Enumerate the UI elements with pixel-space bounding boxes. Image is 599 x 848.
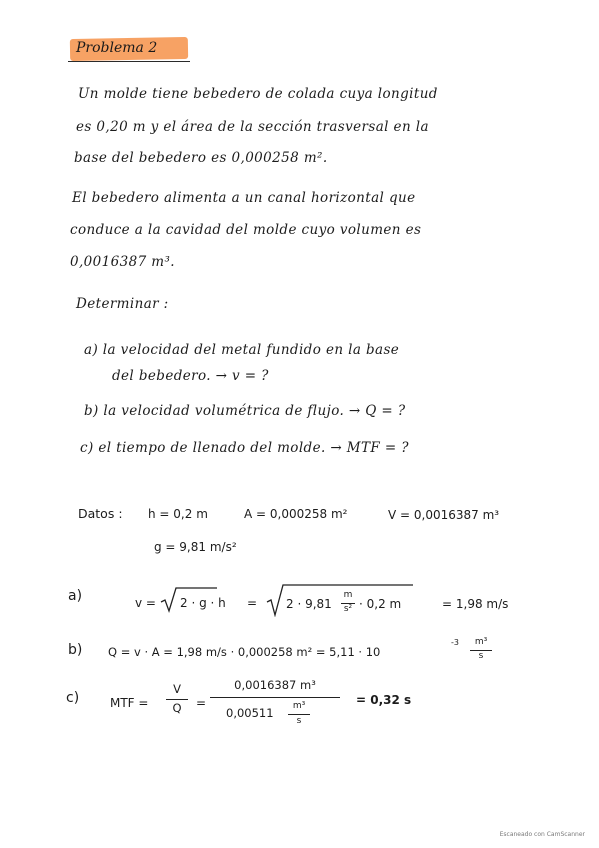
statement-line-6: 0,0016387 m³. bbox=[70, 254, 175, 270]
statement-line-5: conduce a la cavidad del molde cuyo volumen es bbox=[70, 222, 422, 238]
solution-a-label: a) bbox=[68, 588, 83, 604]
solution-a-tail: · 0,2 m bbox=[359, 597, 402, 611]
solution-c-big-den-unit-den: s bbox=[296, 716, 302, 726]
question-a-line-1: a) la velocidad del metal fundido en la base bbox=[84, 342, 400, 358]
question-a-line-2: del bebedero. → v = ? bbox=[112, 368, 269, 384]
datos-volume: V = 0,0016387 m³ bbox=[388, 508, 500, 522]
question-c: c) el tiempo de llenado del molde. → MTF = ? bbox=[80, 440, 409, 456]
datos-h: h = 0,2 m bbox=[148, 507, 208, 521]
solution-c-big-den: 0,00511 bbox=[226, 706, 274, 720]
statement-line-2: es 0,20 m y el área de la sección trasversal en la bbox=[76, 119, 429, 135]
solution-c-lhs: MTF = bbox=[110, 696, 149, 710]
datos-gravity: g = 9,81 m/s² bbox=[154, 540, 237, 554]
solution-a-result: = 1,98 m/s bbox=[442, 597, 509, 611]
solution-a-sqrt-inner: 2 · g · h bbox=[180, 596, 226, 610]
statement-line-4: El bebedero alimenta a un canal horizontal que bbox=[72, 190, 416, 206]
title-highlight-box bbox=[70, 38, 188, 60]
datos-area: A = 0,000258 m² bbox=[244, 507, 348, 521]
scanner-watermark: Escaneado con CamScanner bbox=[499, 831, 585, 838]
solution-c-big-bar bbox=[210, 697, 340, 698]
title-underline bbox=[68, 61, 190, 62]
solution-a-unit-den: s² bbox=[343, 604, 353, 614]
solution-c-big-num: 0,0016387 m³ bbox=[234, 678, 316, 692]
solution-b-exponent: -3 bbox=[451, 638, 459, 647]
solution-c-frac-num: V bbox=[173, 682, 181, 696]
solution-c-frac-den: Q bbox=[172, 701, 182, 715]
solution-a-unit-num: m bbox=[343, 590, 353, 600]
solution-a-lhs: v = bbox=[135, 596, 156, 610]
solution-b-label: b) bbox=[68, 642, 83, 658]
datos-label: Datos : bbox=[78, 506, 123, 521]
solution-b-unit-den: s bbox=[478, 651, 484, 661]
solution-c-big-den-unit-num: m³ bbox=[292, 701, 306, 711]
solution-c-frac-bar bbox=[166, 699, 188, 700]
solution-b-expression: Q = v · A = 1,98 m/s · 0,000258 m² = 5,11 · 10 bbox=[108, 645, 381, 659]
solution-c-big-den-unit-bar bbox=[288, 714, 310, 715]
solution-a-sqrt-number: 2 · 9,81 bbox=[286, 597, 332, 611]
determinar-heading: Determinar : bbox=[76, 296, 169, 312]
question-b: b) la velocidad volumétrica de flujo. → Q = ? bbox=[84, 403, 406, 419]
solution-b-unit-num: m³ bbox=[474, 637, 488, 647]
statement-line-1: Un molde tiene bebedero de colada cuya longitud bbox=[78, 86, 438, 102]
solution-a-equals: = bbox=[247, 596, 258, 610]
statement-line-3: base del bebedero es 0,000258 m². bbox=[74, 150, 328, 166]
solution-c-equals: = bbox=[196, 696, 207, 710]
solution-c-label: c) bbox=[66, 690, 80, 706]
problem-title: Problema 2 bbox=[76, 40, 158, 56]
solution-c-result: = 0,32 s bbox=[356, 693, 412, 707]
